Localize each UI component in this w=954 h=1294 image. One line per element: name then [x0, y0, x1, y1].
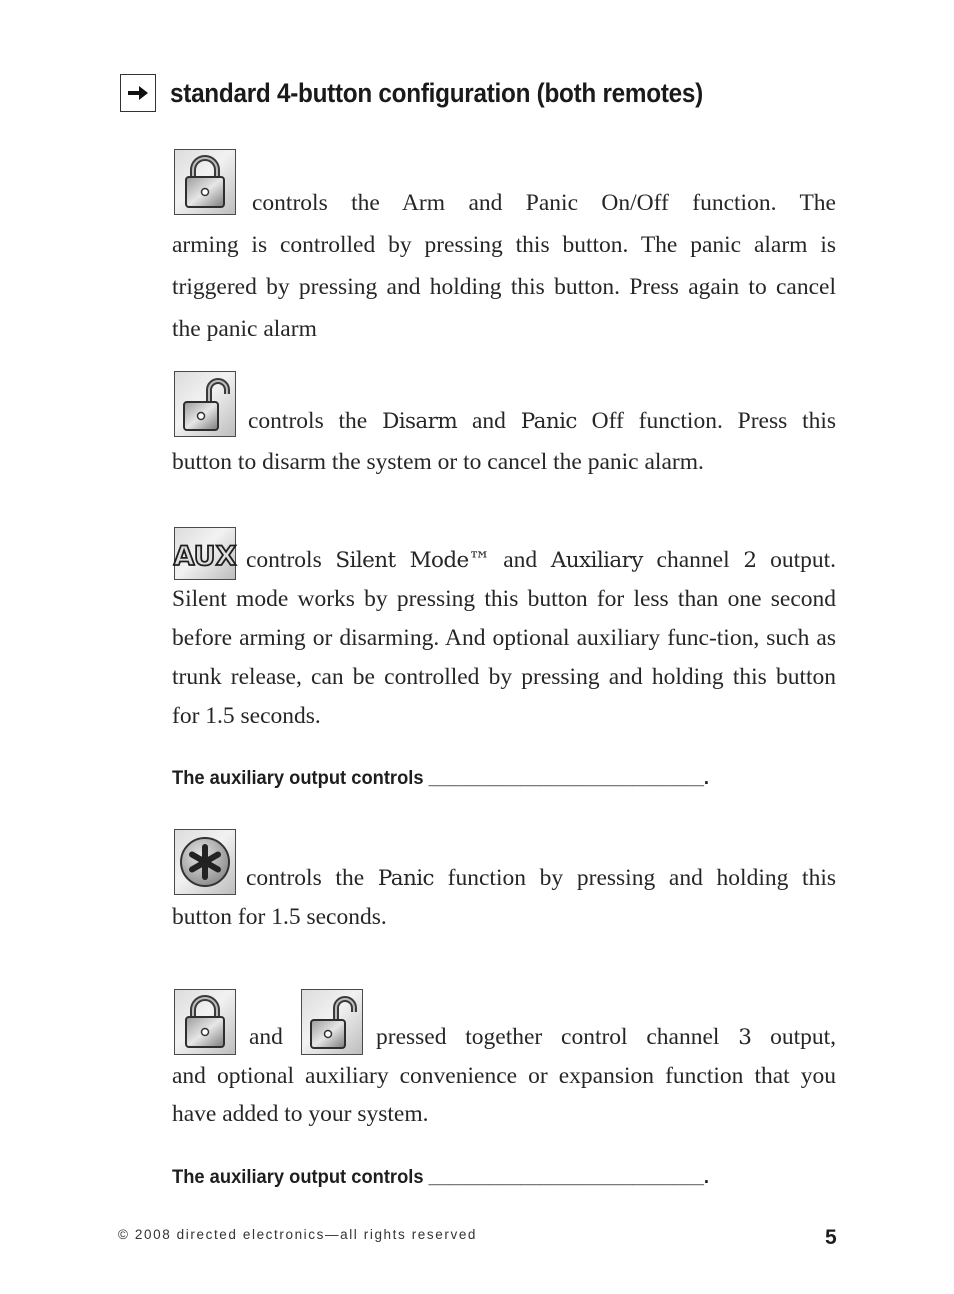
lock-description — [172, 182, 836, 350]
aux-fill-in-line: The auxiliary output controls ___________________________. — [172, 767, 709, 789]
section-heading — [120, 74, 762, 112]
combo-fill-in-line: The auxiliary output controls ___________________________. — [172, 1166, 709, 1188]
combo-line1: pressed together control channel 3 output, — [376, 1024, 837, 1050]
right-arrow-icon — [120, 74, 156, 112]
panic-description — [172, 859, 836, 936]
aux-line1: controls Silent Mode™ and Auxiliary channel 2 output. — [246, 547, 837, 573]
page-number: 5 — [825, 1226, 837, 1249]
unlock-description — [172, 401, 836, 482]
aux-description — [172, 541, 836, 736]
copyright-footer: © 2008 directed electronics—all rights reserved — [118, 1227, 478, 1242]
lock-line1: controls the Arm and Panic On/Off function. The — [252, 190, 836, 216]
combo-and-word: and — [249, 1024, 283, 1050]
panic-line1: controls the Panic function by pressing and holding this — [246, 865, 837, 891]
combo-rest: and optional auxiliary convenience or expansion function that you have added to your system. — [172, 1063, 836, 1127]
page-title: standard 4-button configuration (both remotes) — [170, 77, 703, 108]
aux-rest: Silent mode works by pressing this button for less than one second before arming or disarming. And optional auxiliary func-tion, such as trunk release, can be controlled by pressing and holding this button for 1.5 seconds. — [172, 586, 836, 729]
unlock-line1: controls the Disarm and Panic Off function. Press this — [248, 408, 837, 434]
panic-rest: button for 1.5 seconds. — [172, 904, 387, 930]
svg-text:AUX: AUX — [173, 540, 237, 572]
lock-rest: arming is controlled by pressing this button. The panic alarm is triggered by pressing and holding this button. Press again to cancel the panic alarm — [172, 232, 836, 342]
unlock-rest: button to disarm the system or to cancel the panic alarm. — [172, 449, 704, 475]
combo-description — [172, 1018, 836, 1133]
